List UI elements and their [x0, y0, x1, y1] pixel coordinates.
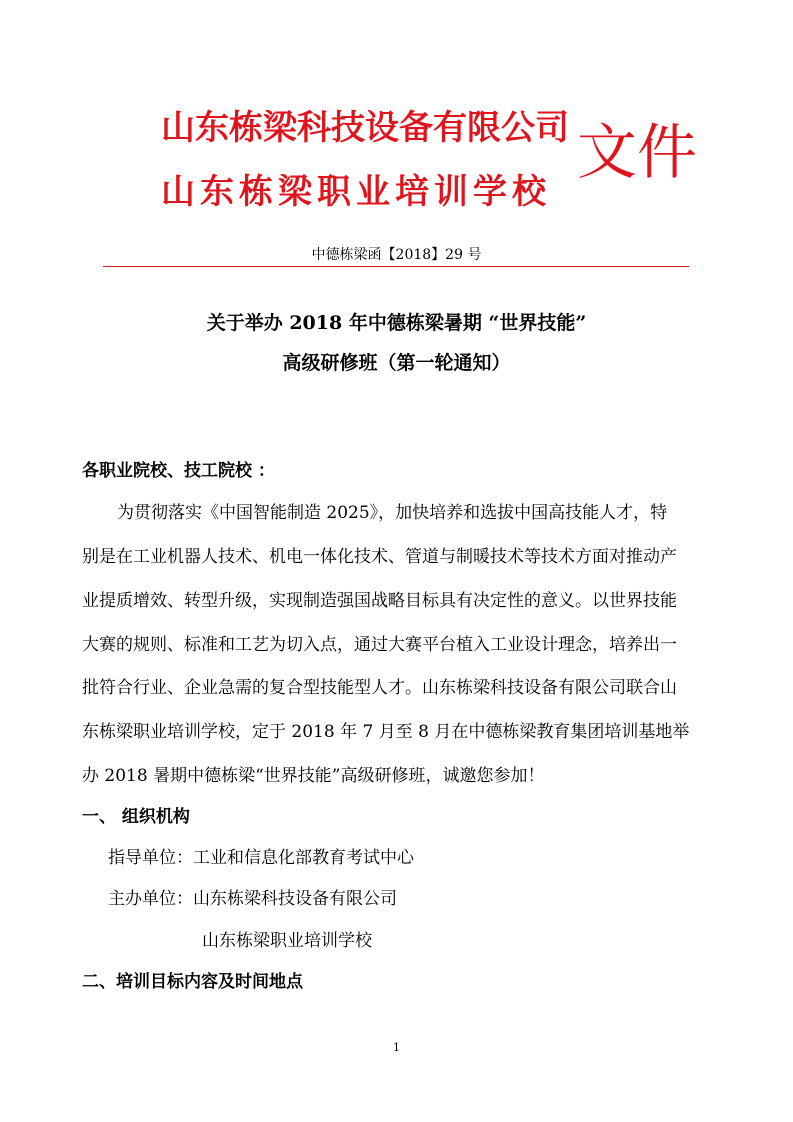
- section-heading-organization: 一、 组织机构: [82, 807, 190, 827]
- document-number: 中德栋梁函【2018】29 号: [311, 247, 482, 263]
- body-line: 批符合行业、企业急需的复合型技能型人才。山东栋梁科技设备有限公司联合山: [82, 678, 677, 698]
- org-name-school: 山东栋梁职业培训学校: [161, 172, 551, 212]
- notice-title-line-1: 关于举办 2018 年中德栋梁暑期 “世界技能”: [206, 312, 587, 334]
- section-heading-training: 二、培训目标内容及时间地点: [82, 972, 303, 992]
- notice-title-line-2: 高级研修班（第一轮通知）: [282, 352, 511, 374]
- guide-unit: 指导单位：工业和信息化部教育考试中心: [108, 848, 414, 868]
- salutation: 各职业院校、技工院校 ：: [82, 461, 275, 481]
- page-number: 1: [393, 1041, 400, 1054]
- body-line: 办 2018 暑期中德栋梁“世界技能”高级研修班，诚邀您参加！: [82, 766, 545, 786]
- body-line: 业提质增效、转型升级，实现制造强国战略目标具有决定性的意义。以世界技能: [82, 591, 677, 611]
- host-unit-secondary: 山东栋梁职业培训学校: [202, 931, 372, 951]
- body-line: 为贯彻落实《中国智能制造 2025》，加快培养和选拔中国高技能人才，特: [117, 503, 668, 523]
- body-line: 大赛的规则、标准和工艺为切入点，通过大赛平台植入工业设计理念，培养出一: [82, 635, 677, 655]
- header-divider: [103, 266, 689, 267]
- org-name-company: 山东栋梁科技设备有限公司: [161, 108, 569, 148]
- host-unit: 主办单位：山东栋梁科技设备有限公司: [108, 889, 397, 909]
- doc-type-label: 文件: [577, 118, 697, 188]
- body-line: 别是在工业机器人技术、机电一体化技术、管道与制暖技术等技术方面对推动产: [82, 547, 677, 567]
- body-line: 东栋梁职业培训学校，定于 2018 年 7 月至 8 月在中德栋梁教育集团培训基地举: [82, 722, 690, 742]
